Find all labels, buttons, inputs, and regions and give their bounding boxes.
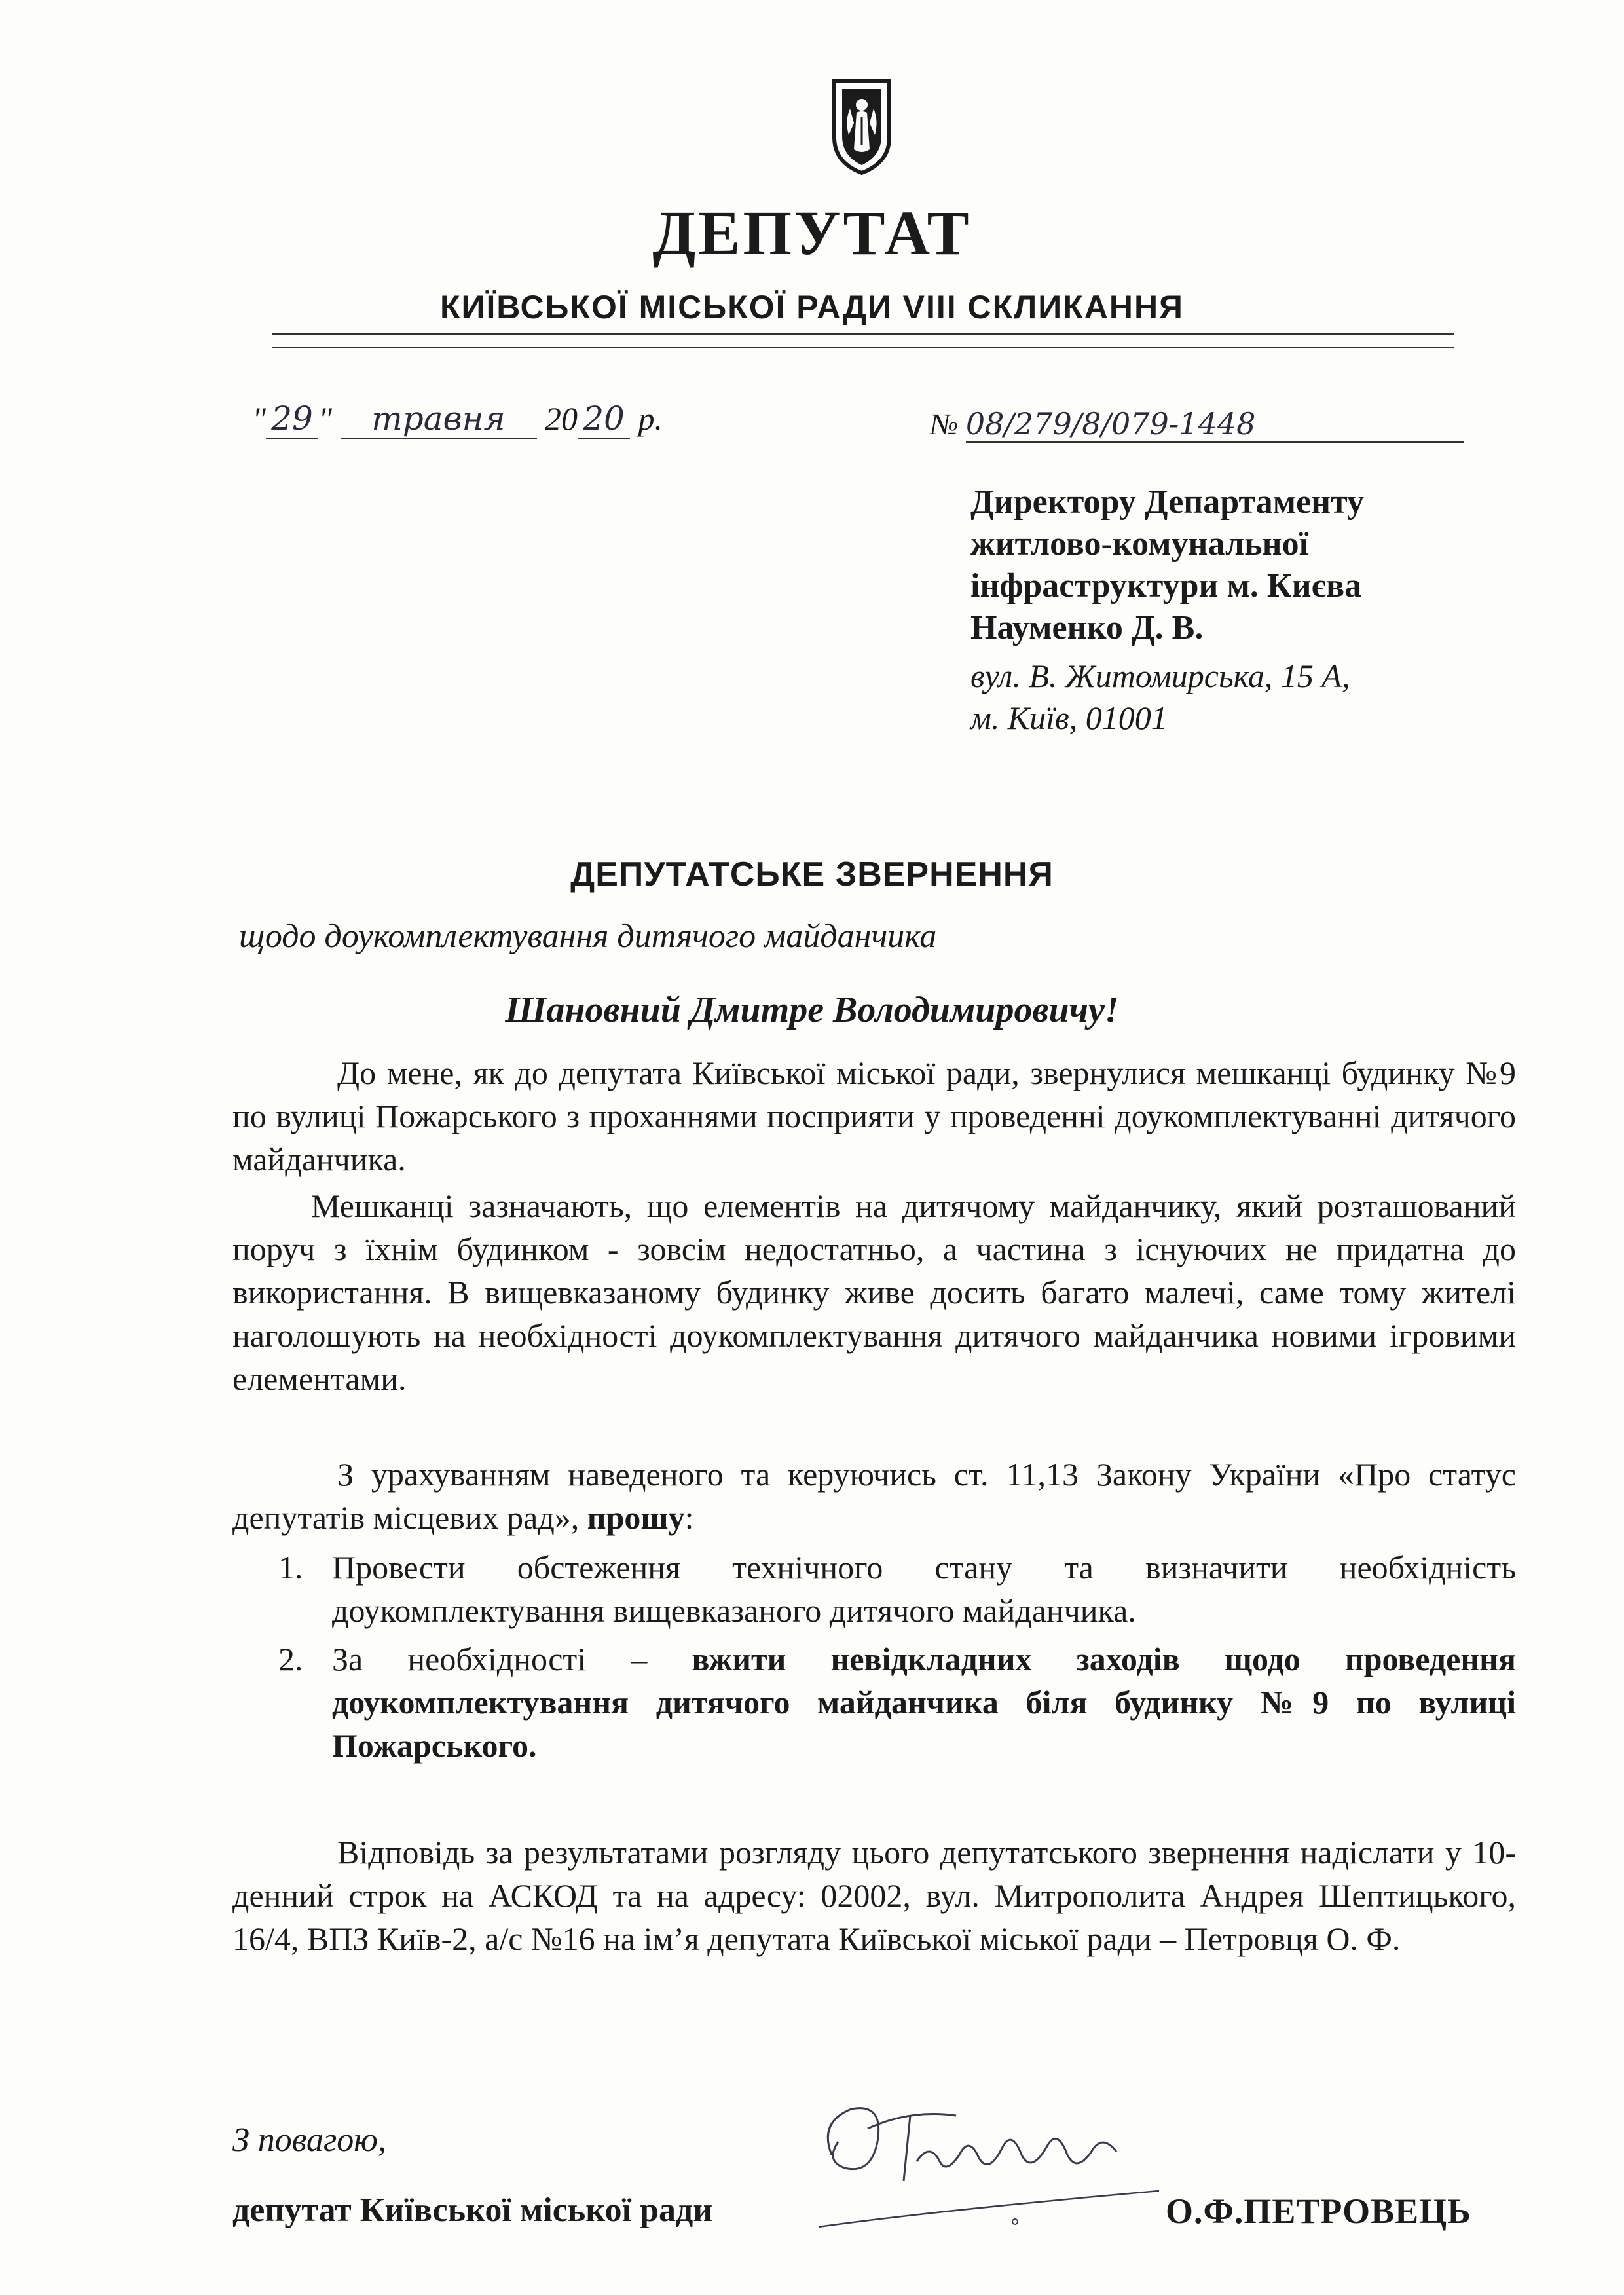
addressee-line-3: інфраструктури м. Києва — [970, 567, 1362, 605]
document-subject: щодо доукомплектування дитячого майданчика — [239, 918, 937, 955]
list-item-plain: За необхідності – — [332, 1641, 648, 1677]
signatory-role: депутат Київської міської ради — [232, 2192, 713, 2229]
date-suffix: р. — [638, 400, 663, 437]
addressee-address — [970, 655, 1350, 739]
paragraph-2 — [232, 1184, 1516, 1400]
date-quote-close: " — [318, 400, 332, 437]
closing: З повагою, — [232, 2121, 386, 2159]
list-item-number: 1. — [278, 1549, 303, 1586]
kyiv-emblem-icon — [830, 77, 893, 176]
date-quote-open: " — [252, 400, 266, 437]
handwritten-signature — [805, 2083, 1172, 2247]
paragraph-3-text: З урахуванням наведеного та керуючись ст. 11,13 Закону України «Про статус депутатів місцевих рад», — [232, 1456, 1516, 1536]
list-item — [232, 1546, 1516, 1632]
paragraph-3 — [232, 1453, 1516, 1539]
paragraph-1 — [232, 1051, 1516, 1181]
signatory-name: О.Ф.ПЕТРОВЕЦЬ — [1166, 2192, 1471, 2231]
letterhead-title: ДЕПУТАТ — [652, 198, 972, 268]
paragraph-2-text: Мешканці зазначають, що елементів на дитячому майданчику, який розташований поруч з їхнім будинком - зовсім недостатньо, а частина з існуючих не придатна до використання. В вищевказаному будинку живе досить багато малечі, саме тому жителі наголошують на необхідності доукомплектування дитячого майданчика новими ігровими елементами. — [232, 1187, 1516, 1397]
paragraph-4 — [232, 1831, 1516, 1960]
addressee-line-2: житлово-комунальної — [970, 525, 1309, 563]
paragraph-1-text: До мене, як до депутата Київської міської ради, звернулися мешканці будинку №9 по вулиці Пожарського з проханнями посприяти у проведенні доукомплектуванні дитячого майданчика. — [232, 1054, 1516, 1178]
salutation: Шановний Дмитре Володимировичу! — [505, 990, 1119, 1030]
list-item-text: Провести обстеження технічного стану та визначити необхідність доукомплектування вищевказаного дитячого майданчика. — [332, 1549, 1516, 1629]
date-year-suffix: 20 — [578, 400, 630, 439]
document-title: ДЕПУТАТСЬКЕ ЗВЕРНЕННЯ — [570, 855, 1054, 893]
header-rule-top — [272, 333, 1454, 335]
addressee-block — [970, 481, 1364, 649]
paragraph-4-text: Відповідь за результатами розгляду цього депутатського звернення надіслати у 10-денний строк на АСКОД та на адресу: 02002, вул. Митрополита Андрея Шептицького, 16/4, ВПЗ Київ-2, а/с №16 на ім’я депутата Київської міської ради – Петровця О. Ф. — [232, 1834, 1516, 1957]
registration-number: 08/279/8/079-1448 — [966, 406, 1464, 443]
date-day: 29 — [266, 400, 318, 439]
addressee-line-1: Директору Департаменту — [970, 483, 1364, 521]
list-item-bold: вжити невідкладних заходів щодо проведення доукомплектування дитячого майданчика біля будинку №9 по вулиці Пожарського. — [332, 1641, 1516, 1764]
date-month: травня — [341, 400, 537, 439]
list-item-number: 2. — [278, 1641, 303, 1677]
letterhead-subtitle: КИЇВСЬКОЇ МІСЬКОЇ РАДИ VIII СКЛИКАННЯ — [440, 289, 1184, 326]
registration-label: № — [930, 407, 959, 441]
address-line-1: вул. В. Житомирська, 15 А, — [970, 658, 1350, 694]
paragraph-3-request: прошу — [587, 1499, 685, 1536]
list-item-text — [332, 1637, 1516, 1767]
list-item — [232, 1637, 1516, 1767]
address-line-2: м. Київ, 01001 — [970, 700, 1168, 736]
date-year-prefix: 20 — [545, 400, 578, 437]
addressee-line-4: Науменко Д. В. — [970, 609, 1204, 646]
date-line — [252, 400, 663, 439]
header-rule-bottom — [272, 347, 1454, 348]
paragraph-3-end: : — [684, 1499, 694, 1536]
registration-number-line — [930, 406, 1464, 443]
